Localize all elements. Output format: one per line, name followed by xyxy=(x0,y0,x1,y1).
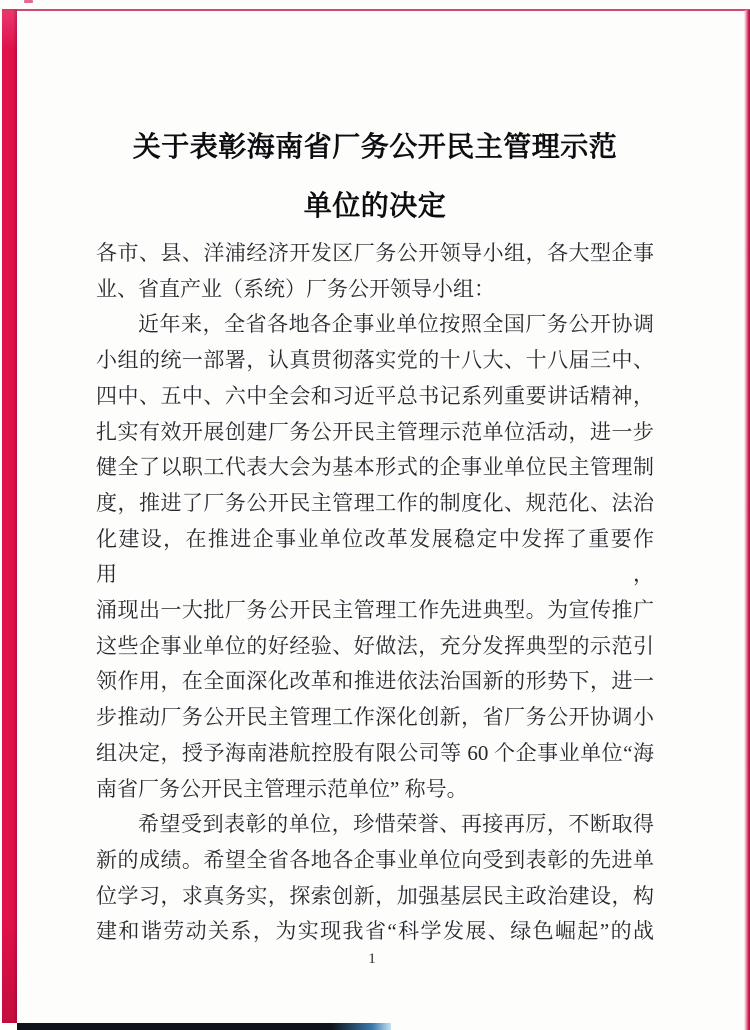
body-line: 新的成绩。希望全省各地各企事业单位向受到表彰的先进单 xyxy=(96,847,654,872)
body-line: 南省厂务公开民主管理示范单位” 称号。 xyxy=(96,776,468,801)
scan-artifact-speck xyxy=(24,0,33,3)
body-line: 建和谐劳动关系，为实现我省“科学发展、绿色崛起”的战 xyxy=(96,919,654,944)
scan-left-margin-band xyxy=(2,9,17,1023)
body-line: 健全了以职工代表大会为基本形式的企事业单位民主管理制 xyxy=(96,455,654,480)
body-line: 化建设，在推进企事业单位改革发展稳定中发挥了重要作用， xyxy=(96,526,654,587)
body-line: 位学习，求真务实，探索创新，加强基层民主政治建设，构 xyxy=(96,883,654,908)
body-line: 扎实有效开展创建厂务公开民主管理示范单位活动，进一步 xyxy=(96,419,654,444)
body-line: 涌现出一大批厂务公开民主管理工作先进典型。为宣传推广 xyxy=(96,598,654,623)
page-number: 1 xyxy=(368,951,376,967)
body-line: 近年来，全省各地各企事业单位按照全国厂务公开协调 xyxy=(138,312,654,337)
body-line: 组决定，授予海南港航控股有限公司等 60 个企事业单位“海 xyxy=(96,740,654,765)
body-line: 步推动厂务公开民主管理工作深化创新，省厂务公开协调小 xyxy=(96,705,654,730)
document-title-line-2: 单位的决定 xyxy=(303,191,447,222)
body-line: 领作用，在全面深化改革和推进依法治国新的形势下，进一 xyxy=(96,669,654,694)
document-title-line-1: 关于表彰海南省厂务公开民主管理示范 xyxy=(132,132,618,163)
scan-right-edge-strip xyxy=(744,10,750,1030)
body-line: 各市、县、洋浦经济开发区厂务公开领导小组，各大型企事 xyxy=(96,241,654,265)
body-line: 四中、五中、六中全会和习近平总书记系列重要讲话精神， xyxy=(96,383,654,408)
scan-bottom-edge-band xyxy=(17,1023,391,1030)
body-line: 希望受到表彰的单位，珍惜荣誉、再接再厉，不断取得 xyxy=(138,812,654,837)
body-line: 小组的统一部署，认真贯彻落实党的十八大、十八届三中、 xyxy=(96,348,654,373)
scan-top-edge-line xyxy=(16,9,750,11)
document-body xyxy=(96,236,654,950)
body-line: 度，推进了厂务公开民主管理工作的制度化、规范化、法治 xyxy=(96,490,654,515)
body-line: 这些企事业单位的好经验、好做法，充分发挥典型的示范引 xyxy=(96,633,654,658)
document-title xyxy=(95,118,655,236)
body-line: 业、省直产业（系统）厂务公开领导小组： xyxy=(96,276,495,301)
